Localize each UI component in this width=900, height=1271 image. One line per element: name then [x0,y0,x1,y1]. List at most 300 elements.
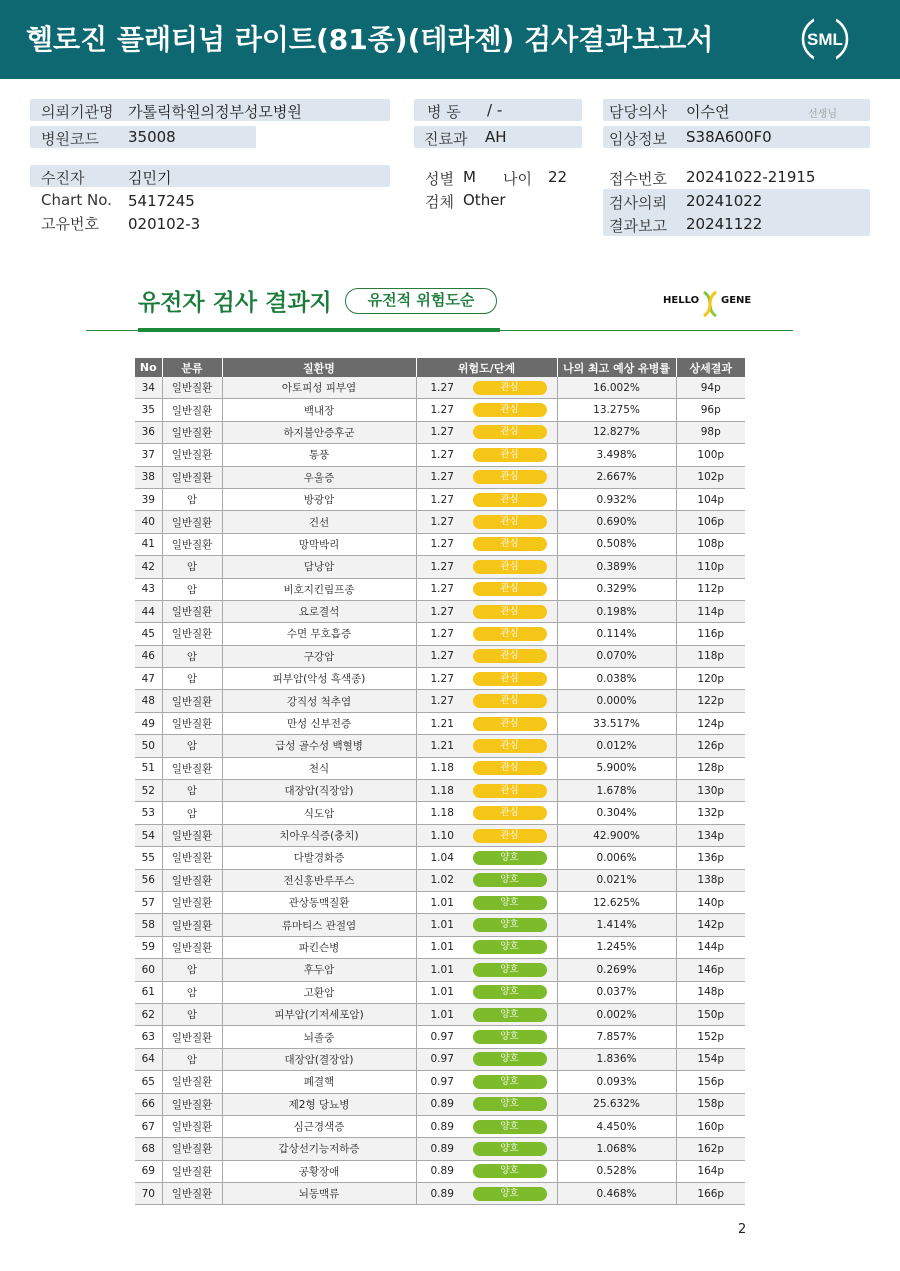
cell-no: 57 [135,891,162,913]
risk-value: 1.04 [430,851,454,864]
risk-stage-badge: 관심 [473,829,547,843]
cell-detail-page: 158p [676,1093,745,1115]
cell-category: 일반질환 [162,1093,222,1115]
cell-no: 70 [135,1183,162,1205]
table-row [135,444,745,466]
age-label: 나이 [503,170,532,188]
cell-prevalence: 0.329% [557,578,676,600]
risk-value: 0.89 [430,1165,454,1178]
cell-category: 일반질환 [162,891,222,913]
cell-disease: 백내장 [222,399,416,421]
cell-disease: 파킨슨병 [222,936,416,958]
risk-value: 1.27 [430,471,454,484]
risk-value: 0.97 [430,1075,454,1088]
risk-value: 1.18 [430,784,454,797]
cell-prevalence: 0.037% [557,981,676,1003]
clinical-label: 임상정보 [609,130,667,148]
cell-detail-page: 114p [676,600,745,622]
risk-stage-badge: 양호 [473,940,547,954]
cell-detail-page: 132p [676,802,745,824]
cell-disease: 피부암(악성 흑색종) [222,668,416,690]
cell-disease: 우울증 [222,466,416,488]
report-date-label: 결과보고 [609,217,667,235]
cell-prevalence: 1.068% [557,1138,676,1160]
risk-value: 1.18 [430,807,454,820]
sex-label: 성별 [425,170,454,188]
risk-value: 0.89 [430,1098,454,1111]
risk-value: 1.01 [430,941,454,954]
table-row [135,1115,745,1137]
specimen-value: Other [463,191,506,209]
risk-stage-badge: 관심 [473,806,547,820]
risk-stage-badge: 관심 [473,649,547,663]
cell-prevalence: 0.932% [557,488,676,510]
cell-no: 45 [135,623,162,645]
cell-category: 일반질환 [162,1138,222,1160]
request-label: 검사의뢰 [609,194,667,212]
cell-category: 일반질환 [162,1071,222,1093]
cell-detail-page: 140p [676,891,745,913]
cell-disease: 고환암 [222,981,416,1003]
cell-category: 암 [162,959,222,981]
risk-stage-badge: 양호 [473,896,547,910]
cell-detail-page: 124p [676,712,745,734]
risk-stage-badge: 관심 [473,761,547,775]
cell-prevalence: 33.517% [557,712,676,734]
cell-detail-page: 106p [676,511,745,533]
risk-stage-badge: 양호 [473,1187,547,1201]
cell-detail-page: 164p [676,1160,745,1182]
cell-detail-page: 102p [676,466,745,488]
cell-category: 일반질환 [162,1026,222,1048]
cell-disease: 다발경화증 [222,847,416,869]
risk-value: 1.21 [430,717,454,730]
cell-risk [416,959,557,981]
risk-stage-badge: 양호 [473,1075,547,1089]
dept-value: AH [485,128,507,146]
cell-disease: 구강암 [222,645,416,667]
cell-category: 일반질환 [162,847,222,869]
table-row [135,600,745,622]
cell-detail-page: 126p [676,735,745,757]
cell-risk [416,1026,557,1048]
risk-value: 1.27 [430,650,454,663]
cell-disease: 뇌동맥류 [222,1183,416,1205]
logo-text: SML [807,30,843,49]
cell-risk [416,511,557,533]
cell-no: 65 [135,1071,162,1093]
risk-value: 1.01 [430,1008,454,1021]
risk-value: 1.02 [430,874,454,887]
cell-category: 암 [162,578,222,600]
cell-prevalence: 0.508% [557,533,676,555]
risk-stage-badge: 양호 [473,963,547,977]
cell-risk [416,936,557,958]
col-header-disease: 질환명 [222,358,416,377]
receipt-label: 접수번호 [609,170,667,188]
cell-risk [416,712,557,734]
risk-stage-badge: 관심 [473,627,547,641]
cell-disease: 심근경색증 [222,1115,416,1137]
risk-stage-badge: 양호 [473,1097,547,1111]
risk-stage-badge: 관심 [473,470,547,484]
risk-value: 0.97 [430,1031,454,1044]
table-row [135,421,745,443]
risk-stage-badge: 관심 [473,784,547,798]
risk-value: 1.27 [430,493,454,506]
cell-no: 43 [135,578,162,600]
risk-value: 1.27 [430,448,454,461]
risk-value: 1.01 [430,963,454,976]
page-number: 2 [738,1222,747,1237]
cell-disease: 하지불안증후군 [222,421,416,443]
cell-risk [416,1093,557,1115]
cell-prevalence: 0.070% [557,645,676,667]
age-value: 22 [548,168,568,186]
cell-no: 46 [135,645,162,667]
cell-prevalence: 0.114% [557,623,676,645]
cell-no: 39 [135,488,162,510]
cell-detail-page: 134p [676,824,745,846]
cell-disease: 만성 신부전증 [222,712,416,734]
cell-category: 일반질환 [162,869,222,891]
cell-no: 66 [135,1093,162,1115]
cell-risk [416,444,557,466]
cell-no: 41 [135,533,162,555]
cell-category: 암 [162,802,222,824]
cell-detail-page: 112p [676,578,745,600]
table-row [135,1026,745,1048]
cell-detail-page: 160p [676,1115,745,1137]
cell-detail-page: 148p [676,981,745,1003]
cell-no: 36 [135,421,162,443]
risk-stage-badge: 관심 [473,605,547,619]
table-row [135,891,745,913]
cell-no: 59 [135,936,162,958]
col-header-category: 분류 [162,358,222,377]
cell-disease: 담낭암 [222,556,416,578]
cell-prevalence: 16.002% [557,377,676,399]
cell-prevalence: 1.836% [557,1048,676,1070]
sort-pill: 유전적 위험도순 [345,288,497,314]
table-row [135,668,745,690]
cell-disease: 아토피성 피부염 [222,377,416,399]
cell-category: 암 [162,488,222,510]
cell-no: 54 [135,824,162,846]
table-row [135,869,745,891]
cell-detail-page: 98p [676,421,745,443]
risk-value: 1.10 [430,829,454,842]
table-row [135,645,745,667]
cell-risk [416,1115,557,1137]
cell-disease: 천식 [222,757,416,779]
table-row [135,1093,745,1115]
cell-disease: 건선 [222,511,416,533]
cell-detail-page: 142p [676,914,745,936]
table-row [135,1160,745,1182]
table-row [135,556,745,578]
cell-category: 일반질환 [162,377,222,399]
dept-label: 진료과 [424,130,468,148]
table-row [135,824,745,846]
cell-detail-page: 96p [676,399,745,421]
table-row [135,488,745,510]
cell-prevalence: 0.389% [557,556,676,578]
cell-category: 일반질환 [162,1160,222,1182]
cell-risk [416,1048,557,1070]
risk-value: 1.01 [430,919,454,932]
cell-disease: 피부암(기저세포암) [222,1003,416,1025]
cell-prevalence: 0.038% [557,668,676,690]
chart-value: 5417245 [128,192,195,210]
cell-no: 51 [135,757,162,779]
risk-value: 1.01 [430,986,454,999]
risk-stage-badge: 양호 [473,1164,547,1178]
table-row [135,578,745,600]
col-header-detail: 상세결과 [676,358,745,377]
cell-category: 일반질환 [162,466,222,488]
cell-detail-page: 104p [676,488,745,510]
cell-category: 암 [162,668,222,690]
cell-detail-page: 162p [676,1138,745,1160]
cell-prevalence: 0.304% [557,802,676,824]
cell-detail-page: 128p [676,757,745,779]
cell-prevalence: 0.002% [557,1003,676,1025]
cell-category: 암 [162,981,222,1003]
cell-no: 35 [135,399,162,421]
cell-risk [416,399,557,421]
cell-detail-page: 138p [676,869,745,891]
doctor-value: 이수연 [686,103,730,121]
cell-no: 50 [135,735,162,757]
risk-stage-badge: 관심 [473,560,547,574]
cell-category: 일반질환 [162,600,222,622]
cell-prevalence: 1.245% [557,936,676,958]
risk-value: 0.89 [430,1142,454,1155]
cell-prevalence: 0.006% [557,847,676,869]
cell-disease: 방광암 [222,488,416,510]
risk-value: 1.27 [430,426,454,439]
risk-stage-badge: 관심 [473,493,547,507]
cell-risk [416,802,557,824]
cell-prevalence: 2.667% [557,466,676,488]
table-row [135,466,745,488]
cell-no: 68 [135,1138,162,1160]
risk-value: 1.18 [430,762,454,775]
cell-detail-page: 118p [676,645,745,667]
risk-value: 1.27 [430,538,454,551]
cell-category: 일반질환 [162,1183,222,1205]
cell-no: 40 [135,511,162,533]
cell-disease: 뇌졸중 [222,1026,416,1048]
table-row [135,511,745,533]
cell-category: 일반질환 [162,1115,222,1137]
risk-value: 1.27 [430,583,454,596]
cell-prevalence: 4.450% [557,1115,676,1137]
cell-no: 34 [135,377,162,399]
table-row [135,1183,745,1205]
risk-stage-badge: 관심 [473,448,547,462]
cell-no: 60 [135,959,162,981]
table-row [135,780,745,802]
cell-prevalence: 0.021% [557,869,676,891]
hellogene-logo [663,290,753,320]
cell-risk [416,891,557,913]
cell-category: 일반질환 [162,824,222,846]
section-title: 유전자 검사 결과지 [138,290,332,316]
cell-risk [416,1160,557,1182]
hellogene-logo-left: HELLO [663,295,700,306]
risk-stage-badge: 관심 [473,381,547,395]
cell-risk [416,780,557,802]
cell-disease: 폐결핵 [222,1071,416,1093]
cell-prevalence: 0.528% [557,1160,676,1182]
report-date-value: 20241122 [686,215,763,233]
risk-value: 1.27 [430,627,454,640]
cell-disease: 관상동맥질환 [222,891,416,913]
cell-disease: 식도암 [222,802,416,824]
col-header-prevalence: 나의 최고 예상 유병률 [557,358,676,377]
risk-value: 0.97 [430,1053,454,1066]
cell-category: 일반질환 [162,712,222,734]
doctor-label: 담당의사 [609,103,667,121]
ward-value: / - [487,101,503,119]
risk-value: 0.89 [430,1187,454,1200]
cell-risk [416,377,557,399]
cell-category: 일반질환 [162,690,222,712]
table-row [135,847,745,869]
cell-disease: 갑상선기능저하증 [222,1138,416,1160]
risk-stage-badge: 양호 [473,918,547,932]
risk-value: 1.21 [430,739,454,752]
cell-no: 55 [135,847,162,869]
risk-stage-badge: 관심 [473,425,547,439]
cell-detail-page: 122p [676,690,745,712]
cell-category: 일반질환 [162,421,222,443]
cell-category: 일반질환 [162,533,222,555]
cell-detail-page: 152p [676,1026,745,1048]
cell-detail-page: 108p [676,533,745,555]
risk-value: 1.27 [430,381,454,394]
cell-detail-page: 94p [676,377,745,399]
uid-value: 020102-3 [128,215,201,233]
cell-disease: 대장암(결장암) [222,1048,416,1070]
cell-detail-page: 130p [676,780,745,802]
cell-detail-page: 100p [676,444,745,466]
cell-no: 69 [135,1160,162,1182]
cell-no: 67 [135,1115,162,1137]
cell-no: 63 [135,1026,162,1048]
sml-logo [800,14,850,64]
cell-no: 49 [135,712,162,734]
hospital-code-value: 35008 [128,128,176,146]
cell-risk [416,466,557,488]
risk-value: 1.27 [430,672,454,685]
risk-value: 1.27 [430,516,454,529]
cell-risk [416,488,557,510]
risk-stage-badge: 양호 [473,1008,547,1022]
cell-prevalence: 1.678% [557,780,676,802]
cell-disease: 망막박리 [222,533,416,555]
cell-risk [416,556,557,578]
patient-label: 수진자 [41,169,85,187]
cell-no: 64 [135,1048,162,1070]
cell-detail-page: 150p [676,1003,745,1025]
cell-disease: 대장암(직장암) [222,780,416,802]
cell-risk [416,1003,557,1025]
results-table [135,358,745,1205]
cell-detail-page: 154p [676,1048,745,1070]
table-row [135,1003,745,1025]
cell-disease: 통풍 [222,444,416,466]
col-header-no: No [135,358,162,377]
table-row [135,690,745,712]
cell-no: 48 [135,690,162,712]
cell-risk [416,735,557,757]
cell-risk [416,645,557,667]
cell-prevalence: 0.093% [557,1071,676,1093]
risk-value: 1.27 [430,695,454,708]
cell-risk [416,847,557,869]
cell-prevalence: 0.198% [557,600,676,622]
cell-prevalence: 3.498% [557,444,676,466]
institution-value: 가톨릭학원의정부성모병원 [128,103,302,121]
cell-prevalence: 0.000% [557,690,676,712]
risk-stage-badge: 양호 [473,851,547,865]
cell-disease: 수면 무호흡증 [222,623,416,645]
table-row [135,959,745,981]
table-row [135,914,745,936]
table-row [135,757,745,779]
cell-detail-page: 120p [676,668,745,690]
cell-prevalence: 12.625% [557,891,676,913]
cell-detail-page: 146p [676,959,745,981]
cell-category: 암 [162,735,222,757]
table-row [135,1071,745,1093]
cell-prevalence: 0.690% [557,511,676,533]
risk-value: 1.27 [430,560,454,573]
cell-risk [416,869,557,891]
cell-no: 42 [135,556,162,578]
cell-risk [416,533,557,555]
cell-no: 56 [135,869,162,891]
report-header [0,0,900,79]
cell-prevalence: 0.468% [557,1183,676,1205]
cell-disease: 치아우식증(충치) [222,824,416,846]
cell-category: 암 [162,1048,222,1070]
cell-no: 44 [135,600,162,622]
cell-risk [416,1183,557,1205]
cell-no: 37 [135,444,162,466]
cell-category: 일반질환 [162,914,222,936]
cell-risk [416,421,557,443]
institution-label: 의뢰기관명 [41,103,114,121]
cell-prevalence: 13.275% [557,399,676,421]
request-value: 20241022 [686,192,763,210]
cell-category: 일반질환 [162,444,222,466]
cell-disease: 강직성 척추염 [222,690,416,712]
cell-disease: 요로결석 [222,600,416,622]
cell-risk [416,757,557,779]
cell-no: 58 [135,914,162,936]
clinical-value: S38A600F0 [686,128,772,146]
risk-stage-badge: 관심 [473,672,547,686]
patient-value: 김민기 [128,169,172,187]
cell-risk [416,600,557,622]
cell-risk [416,981,557,1003]
cell-category: 암 [162,556,222,578]
cell-risk [416,668,557,690]
